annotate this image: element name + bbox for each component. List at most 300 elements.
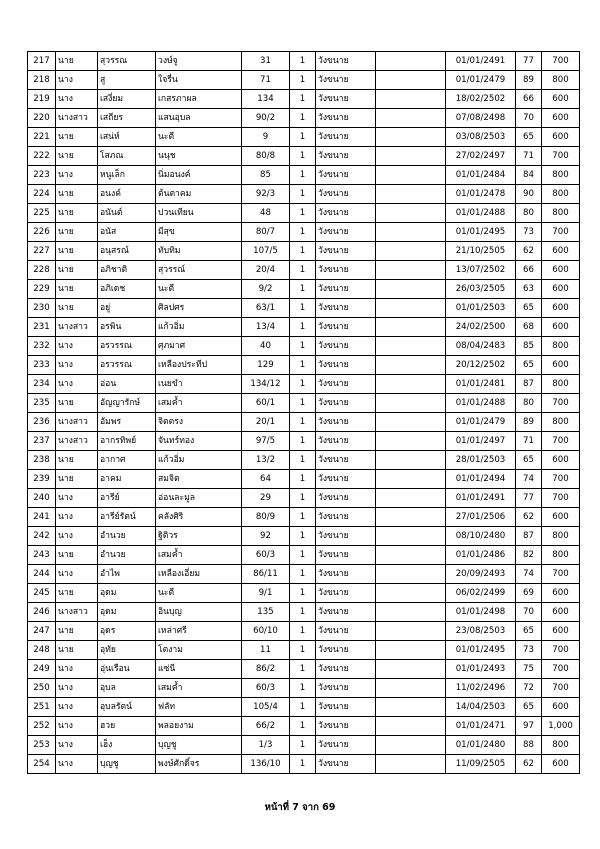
first-name-cell: อุบลรัตน์ [98,698,156,717]
last-name-cell: เสมค้ำ [156,679,242,698]
age-cell: 72 [516,679,542,698]
subdistrict-cell: วังขนาย [316,261,376,280]
blank-cell [376,736,446,755]
moo-cell: 1 [290,299,316,318]
birth-date-cell: 01/01/2488 [446,394,516,413]
first-name-cell: อัมพร [98,413,156,432]
table-row [28,52,580,71]
house-number-cell: 13/4 [242,318,290,337]
birth-date-cell: 01/01/2488 [446,204,516,223]
table-row [28,755,580,774]
table-row [28,660,580,679]
moo-cell: 1 [290,128,316,147]
row-number: 218 [28,71,56,90]
moo-cell: 1 [290,527,316,546]
row-number: 217 [28,52,56,71]
first-name-cell: บุญชู [98,755,156,774]
subdistrict-cell: วังขนาย [316,641,376,660]
house-number-cell: 71 [242,71,290,90]
subdistrict-cell: วังขนาย [316,546,376,565]
age-cell: 62 [516,508,542,527]
subdistrict-cell: วังขนาย [316,71,376,90]
last-name-cell: นนุช [156,147,242,166]
title-cell: นางสาว [56,109,98,128]
blank-cell [376,641,446,660]
table-row [28,736,580,755]
title-cell: นาง [56,565,98,584]
first-name-cell: อัญญารักษ์ [98,394,156,413]
allowance-cell: 700 [542,565,580,584]
house-number-cell: 135 [242,603,290,622]
moo-cell: 1 [290,166,316,185]
first-name-cell: อาคม [98,470,156,489]
table-row [28,90,580,109]
first-name-cell: สู [98,71,156,90]
first-name-cell: อำนวย [98,527,156,546]
moo-cell: 1 [290,413,316,432]
age-cell: 73 [516,223,542,242]
row-number: 248 [28,641,56,660]
allowance-cell: 600 [542,698,580,717]
allowance-cell: 800 [542,185,580,204]
birth-date-cell: 01/01/2497 [446,432,516,451]
title-cell: นาย [56,280,98,299]
subdistrict-cell: วังขนาย [316,242,376,261]
table-row [28,147,580,166]
title-cell: นาง [56,508,98,527]
allowance-cell: 700 [542,52,580,71]
allowance-cell: 700 [542,489,580,508]
table-row [28,717,580,736]
first-name-cell: อำนวย [98,546,156,565]
moo-cell: 1 [290,223,316,242]
blank-cell [376,185,446,204]
table-row [28,71,580,90]
allowance-cell: 600 [542,603,580,622]
allowance-cell: 700 [542,147,580,166]
subdistrict-cell: วังขนาย [316,603,376,622]
row-number: 242 [28,527,56,546]
subdistrict-cell: วังขนาย [316,356,376,375]
title-cell: นาย [56,52,98,71]
blank-cell [376,299,446,318]
allowance-cell: 600 [542,261,580,280]
house-number-cell: 64 [242,470,290,489]
age-cell: 77 [516,489,542,508]
row-number: 231 [28,318,56,337]
allowance-cell: 700 [542,470,580,489]
title-cell: นาย [56,470,98,489]
first-name-cell: โสภณ [98,147,156,166]
blank-cell [376,451,446,470]
subdistrict-cell: วังขนาย [316,375,376,394]
table-row [28,432,580,451]
age-cell: 88 [516,736,542,755]
allowance-cell: 800 [542,546,580,565]
house-number-cell: 9 [242,128,290,147]
table-row [28,451,580,470]
house-number-cell: 134/12 [242,375,290,394]
allowance-cell: 700 [542,641,580,660]
last-name-cell: เหล่าศรี [156,622,242,641]
subdistrict-cell: วังขนาย [316,185,376,204]
last-name-cell: ปวนเทียน [156,204,242,223]
allowance-cell: 600 [542,622,580,641]
age-cell: 62 [516,242,542,261]
subdistrict-cell: วังขนาย [316,451,376,470]
house-number-cell: 129 [242,356,290,375]
table-row [28,109,580,128]
moo-cell: 1 [290,261,316,280]
age-cell: 82 [516,546,542,565]
title-cell: นาย [56,299,98,318]
moo-cell: 1 [290,603,316,622]
blank-cell [376,698,446,717]
first-name-cell: เฮ็ง [98,736,156,755]
table-row [28,356,580,375]
house-number-cell: 60/3 [242,546,290,565]
birth-date-cell: 24/02/2500 [446,318,516,337]
blank-cell [376,128,446,147]
first-name-cell: อรวรรณ [98,356,156,375]
table-row [28,128,580,147]
birth-date-cell: 20/12/2502 [446,356,516,375]
last-name-cell: แสนอุบล [156,109,242,128]
moo-cell: 1 [290,204,316,223]
table-row [28,185,580,204]
subdistrict-cell: วังขนาย [316,128,376,147]
house-number-cell: 92 [242,527,290,546]
title-cell: นาย [56,128,98,147]
age-cell: 71 [516,147,542,166]
last-name-cell: แซ่นี [156,660,242,679]
last-name-cell: อินบุญ [156,603,242,622]
birth-date-cell: 07/08/2498 [446,109,516,128]
last-name-cell: บุญชู [156,736,242,755]
first-name-cell: อนงค์ [98,185,156,204]
blank-cell [376,337,446,356]
birth-date-cell: 01/01/2484 [446,166,516,185]
table-row [28,584,580,603]
title-cell: นาย [56,242,98,261]
moo-cell: 1 [290,489,316,508]
title-cell: นาง [56,755,98,774]
birth-date-cell: 06/02/2499 [446,584,516,603]
allowance-cell: 600 [542,356,580,375]
last-name-cell: ศิลปศร [156,299,242,318]
moo-cell: 1 [290,147,316,166]
allowance-cell: 700 [542,679,580,698]
house-number-cell: 60/10 [242,622,290,641]
last-name-cell: ฟลัท [156,698,242,717]
moo-cell: 1 [290,565,316,584]
blank-cell [376,413,446,432]
last-name-cell: นะตี [156,128,242,147]
first-name-cell: อุบล [98,679,156,698]
row-number: 253 [28,736,56,755]
last-name-cell: นะตี [156,584,242,603]
birth-date-cell: 20/09/2493 [446,565,516,584]
house-number-cell: 40 [242,337,290,356]
house-number-cell: 97/5 [242,432,290,451]
first-name-cell: อยู่ [98,299,156,318]
subdistrict-cell: วังขนาย [316,527,376,546]
title-cell: นาย [56,185,98,204]
first-name-cell: อ่อน [98,375,156,394]
table-row [28,565,580,584]
first-name-cell: อนุสรณ์ [98,242,156,261]
blank-cell [376,356,446,375]
title-cell: นาง [56,698,98,717]
subdistrict-cell: วังขนาย [316,280,376,299]
allowance-cell: 800 [542,736,580,755]
last-name-cell: แก้วอิ่ม [156,318,242,337]
first-name-cell: อุ่นเรือน [98,660,156,679]
age-cell: 69 [516,584,542,603]
allowance-cell: 800 [542,527,580,546]
last-name-cell: พงษ์ศักดิ์จร [156,755,242,774]
age-cell: 68 [516,318,542,337]
last-name-cell: เสมค้ำ [156,394,242,413]
moo-cell: 1 [290,584,316,603]
moo-cell: 1 [290,90,316,109]
blank-cell [376,660,446,679]
title-cell: นาง [56,356,98,375]
age-cell: 90 [516,185,542,204]
row-number: 237 [28,432,56,451]
moo-cell: 1 [290,736,316,755]
blank-cell [376,204,446,223]
last-name-cell: ใจรื่น [156,71,242,90]
birth-date-cell: 27/02/2497 [446,147,516,166]
row-number: 254 [28,755,56,774]
house-number-cell: 48 [242,204,290,223]
beneficiary-table [27,51,580,774]
title-cell: นาย [56,147,98,166]
house-number-cell: 9/2 [242,280,290,299]
subdistrict-cell: วังขนาย [316,679,376,698]
blank-cell [376,90,446,109]
age-cell: 70 [516,603,542,622]
moo-cell: 1 [290,394,316,413]
birth-date-cell: 08/04/2483 [446,337,516,356]
subdistrict-cell: วังขนาย [316,90,376,109]
house-number-cell: 31 [242,52,290,71]
blank-cell [376,71,446,90]
first-name-cell: อรพิน [98,318,156,337]
birth-date-cell: 01/01/2478 [446,185,516,204]
moo-cell: 1 [290,109,316,128]
last-name-cell: วงษ์จู [156,52,242,71]
table-row [28,337,580,356]
birth-date-cell: 11/02/2496 [446,679,516,698]
age-cell: 75 [516,660,542,679]
age-cell: 89 [516,71,542,90]
blank-cell [376,489,446,508]
allowance-cell: 600 [542,109,580,128]
title-cell: นาง [56,736,98,755]
birth-date-cell: 03/08/2503 [446,128,516,147]
row-number: 221 [28,128,56,147]
birth-date-cell: 11/09/2505 [446,755,516,774]
blank-cell [376,394,446,413]
title-cell: นาย [56,451,98,470]
moo-cell: 1 [290,375,316,394]
row-number: 233 [28,356,56,375]
house-number-cell: 20/1 [242,413,290,432]
subdistrict-cell: วังขนาย [316,736,376,755]
age-cell: 65 [516,356,542,375]
blank-cell [376,223,446,242]
last-name-cell: สุวรรณ์ [156,261,242,280]
house-number-cell: 85 [242,166,290,185]
allowance-cell: 600 [542,584,580,603]
age-cell: 65 [516,622,542,641]
title-cell: นางสาว [56,603,98,622]
first-name-cell: อนันต์ [98,204,156,223]
title-cell: นาง [56,337,98,356]
first-name-cell: อุดม [98,584,156,603]
row-number: 226 [28,223,56,242]
title-cell: นาย [56,261,98,280]
table-row [28,242,580,261]
blank-cell [376,546,446,565]
blank-cell [376,755,446,774]
moo-cell: 1 [290,432,316,451]
title-cell: นาง [56,660,98,679]
age-cell: 74 [516,565,542,584]
blank-cell [376,109,446,128]
table-row [28,698,580,717]
last-name-cell: นิ่มอนงค์ [156,166,242,185]
blank-cell [376,432,446,451]
subdistrict-cell: วังขนาย [316,470,376,489]
blank-cell [376,470,446,489]
moo-cell: 1 [290,717,316,736]
age-cell: 89 [516,413,542,432]
house-number-cell: 63/1 [242,299,290,318]
house-number-cell: 90/2 [242,109,290,128]
row-number: 227 [28,242,56,261]
title-cell: นาย [56,546,98,565]
allowance-cell: 800 [542,204,580,223]
title-cell: นาง [56,527,98,546]
age-cell: 66 [516,261,542,280]
moo-cell: 1 [290,660,316,679]
blank-cell [376,375,446,394]
table-row [28,375,580,394]
moo-cell: 1 [290,280,316,299]
first-name-cell: ฮวย [98,717,156,736]
last-name-cell: พลอยงาม [156,717,242,736]
table-body [28,52,580,774]
table-row [28,489,580,508]
moo-cell: 1 [290,337,316,356]
title-cell: นางสาว [56,318,98,337]
age-cell: 85 [516,337,542,356]
title-cell: นาย [56,204,98,223]
blank-cell [376,717,446,736]
title-cell: นางสาว [56,413,98,432]
subdistrict-cell: วังขนาย [316,337,376,356]
row-number: 220 [28,109,56,128]
row-number: 229 [28,280,56,299]
age-cell: 74 [516,470,542,489]
row-number: 245 [28,584,56,603]
page-footer: หน้าที่ 7 จาก 69 [264,802,336,813]
allowance-cell: 1,000 [542,717,580,736]
birth-date-cell: 27/01/2506 [446,508,516,527]
row-number: 249 [28,660,56,679]
blank-cell [376,166,446,185]
allowance-cell: 800 [542,413,580,432]
row-number: 244 [28,565,56,584]
subdistrict-cell: วังขนาย [316,660,376,679]
birth-date-cell: 23/08/2503 [446,622,516,641]
row-number: 222 [28,147,56,166]
last-name-cell: เหลืองประทีป [156,356,242,375]
row-number: 250 [28,679,56,698]
house-number-cell: 134 [242,90,290,109]
last-name-cell: ฐิติวร [156,527,242,546]
first-name-cell: อากรทิพย์ [98,432,156,451]
blank-cell [376,679,446,698]
age-cell: 80 [516,204,542,223]
birth-date-cell: 01/01/2494 [446,470,516,489]
table-row [28,622,580,641]
first-name-cell: อารีย์ [98,489,156,508]
last-name-cell: ศุภมาศ [156,337,242,356]
subdistrict-cell: วังขนาย [316,223,376,242]
moo-cell: 1 [290,318,316,337]
subdistrict-cell: วังขนาย [316,166,376,185]
moo-cell: 1 [290,356,316,375]
age-cell: 65 [516,451,542,470]
row-number: 230 [28,299,56,318]
birth-date-cell: 01/01/2481 [446,375,516,394]
last-name-cell: เหลืองเอี่ยม [156,565,242,584]
allowance-cell: 600 [542,508,580,527]
title-cell: นาย [56,622,98,641]
first-name-cell: อภิชาติ [98,261,156,280]
moo-cell: 1 [290,698,316,717]
first-name-cell: เสถียร [98,109,156,128]
subdistrict-cell: วังขนาย [316,109,376,128]
age-cell: 97 [516,717,542,736]
birth-date-cell: 01/01/2498 [446,603,516,622]
blank-cell [376,242,446,261]
moo-cell: 1 [290,52,316,71]
house-number-cell: 80/7 [242,223,290,242]
age-cell: 84 [516,166,542,185]
first-name-cell: อภิเดช [98,280,156,299]
house-number-cell: 66/2 [242,717,290,736]
birth-date-cell: 01/01/2486 [446,546,516,565]
age-cell: 70 [516,109,542,128]
row-number: 246 [28,603,56,622]
table-row [28,280,580,299]
subdistrict-cell: วังขนาย [316,717,376,736]
allowance-cell: 800 [542,375,580,394]
house-number-cell: 1/3 [242,736,290,755]
table-row [28,679,580,698]
last-name-cell: ทับทิม [156,242,242,261]
allowance-cell: 600 [542,299,580,318]
title-cell: นางสาว [56,432,98,451]
birth-date-cell: 13/07/2502 [446,261,516,280]
allowance-cell: 600 [542,128,580,147]
table-row [28,299,580,318]
